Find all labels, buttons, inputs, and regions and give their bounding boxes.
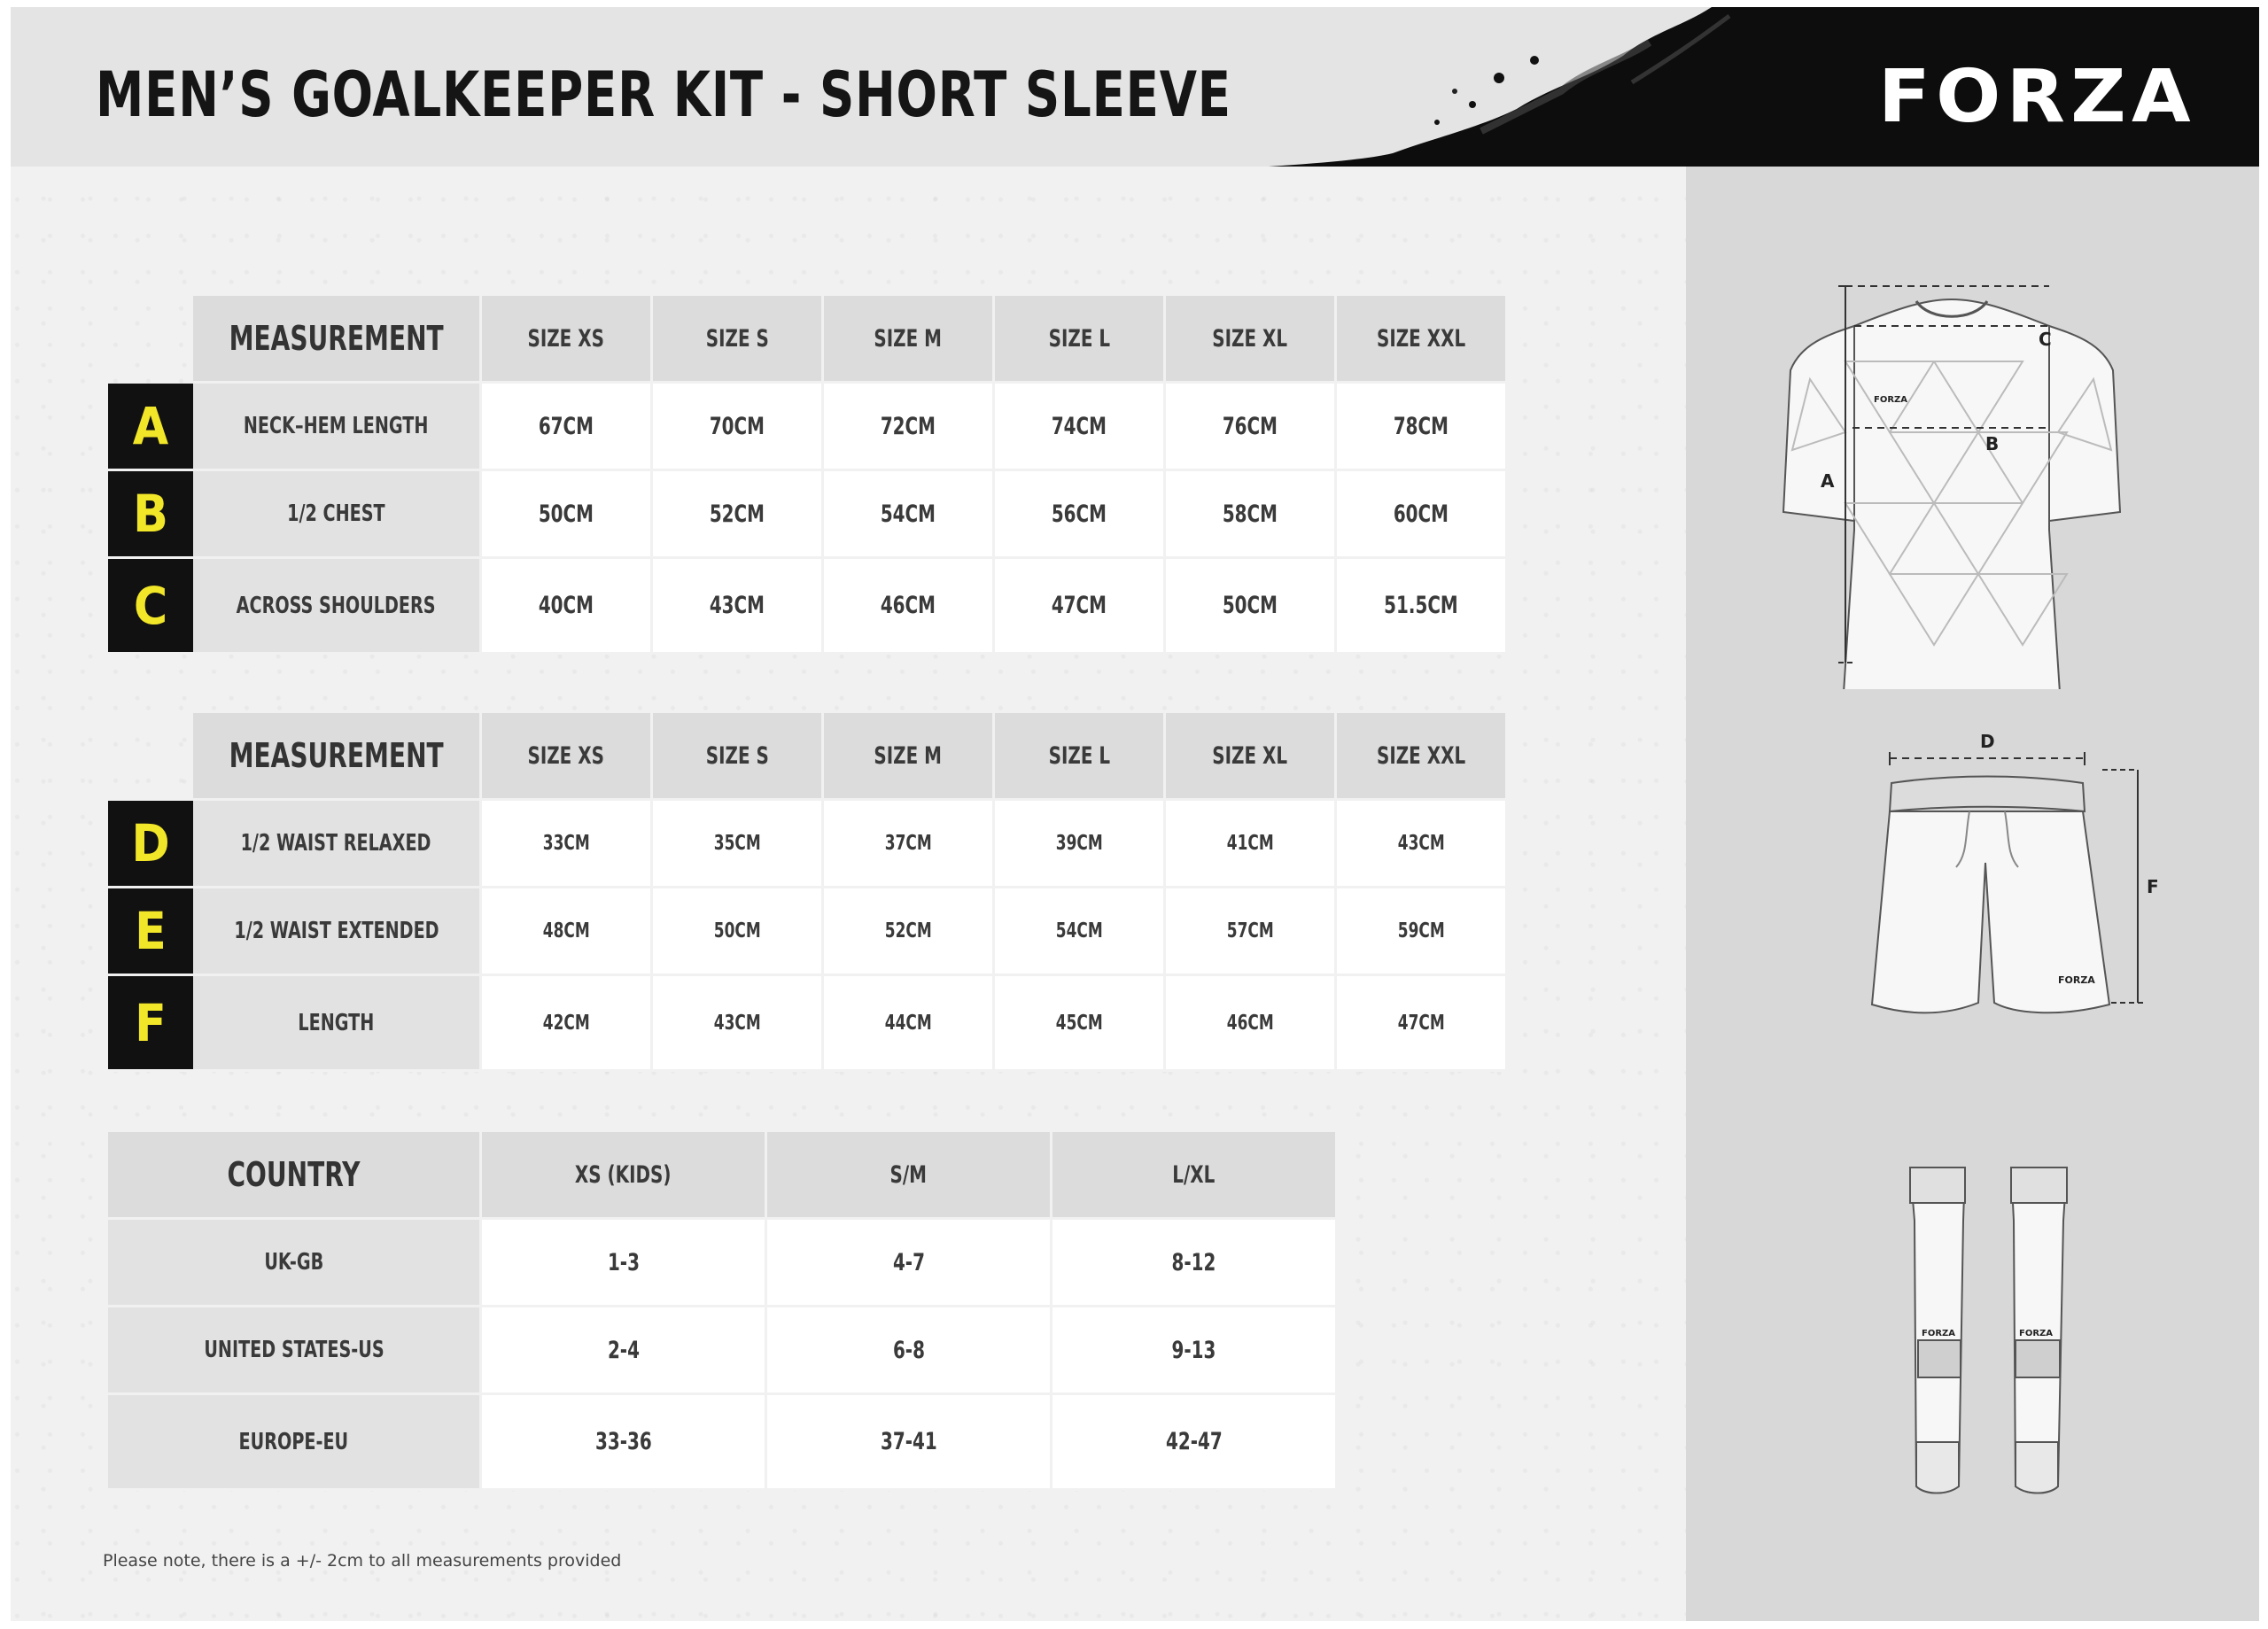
- table-cell: 42-47: [1052, 1395, 1338, 1491]
- table-cell: 40CM: [482, 559, 653, 655]
- table-cell: 37-41: [767, 1395, 1052, 1491]
- table-cell: 48CM: [482, 888, 653, 976]
- row-label: 1/2 WAIST EXTENDED: [193, 888, 482, 976]
- row-letter-badge: F: [108, 976, 193, 1072]
- header-size: SIZE L: [995, 713, 1166, 801]
- shirt-size-table: [108, 296, 1508, 655]
- row-letter-badge: D: [108, 801, 193, 888]
- header-size: L/XL: [1052, 1132, 1338, 1220]
- table-cell: 52CM: [653, 471, 824, 559]
- table-cell: 54CM: [824, 471, 995, 559]
- row-label: 1/2 CHEST: [193, 471, 482, 559]
- socks-diagram: [1686, 1159, 2259, 1495]
- row-label: LENGTH: [193, 976, 482, 1072]
- shirt-brand-logo: FORZA: [1874, 395, 1908, 405]
- table-row: [108, 1220, 1338, 1307]
- table-cell: 43CM: [653, 559, 824, 655]
- table-row: [108, 888, 1508, 976]
- table-cell: 2-4: [482, 1307, 767, 1395]
- shirt-diagram: [1686, 273, 2259, 689]
- table-cell: 6-8: [767, 1307, 1052, 1395]
- header-size: SIZE XL: [1166, 713, 1337, 801]
- shorts-brand-logo: FORZA: [2058, 974, 2095, 986]
- shirt-label-c: C: [2039, 329, 2052, 350]
- table-cell: 70CM: [653, 384, 824, 471]
- table-cell: 50CM: [1166, 559, 1337, 655]
- blank-cell: [108, 296, 193, 384]
- header-size: SIZE M: [824, 713, 995, 801]
- shirt-label-a: A: [1821, 470, 1835, 492]
- table-cell: 74CM: [995, 384, 1166, 471]
- row-letter-badge: E: [108, 888, 193, 976]
- page-title: MEN’S GOALKEEPER KIT - SHORT SLEEVE: [96, 58, 1231, 131]
- row-label: UNITED STATES-US: [108, 1307, 482, 1395]
- table-cell: 1-3: [482, 1220, 767, 1307]
- measurement-note: Please note, there is a +/- 2cm to all measurements provided: [103, 1551, 622, 1571]
- row-label: ACROSS SHOULDERS: [193, 559, 482, 655]
- table-cell: 4-7: [767, 1220, 1052, 1307]
- table-cell: 33-36: [482, 1395, 767, 1491]
- header-size: SIZE XXL: [1337, 296, 1508, 384]
- table-cell: 58CM: [1166, 471, 1337, 559]
- row-label: 1/2 WAIST RELAXED: [193, 801, 482, 888]
- row-letter-badge: C: [108, 559, 193, 655]
- header-size: SIZE M: [824, 296, 995, 384]
- table-row: [108, 1307, 1338, 1395]
- sock-left-brand-logo: FORZA: [1922, 1329, 1956, 1338]
- table-cell: 60CM: [1337, 471, 1508, 559]
- table-cell: 72CM: [824, 384, 995, 471]
- row-label: NECK–HEM LENGTH: [193, 384, 482, 471]
- shorts-label-f: F: [2147, 876, 2159, 897]
- header-banner: [11, 7, 2259, 167]
- header-size: S/M: [767, 1132, 1052, 1220]
- table-header-row: [108, 1132, 1338, 1220]
- header-size: SIZE XS: [482, 713, 653, 801]
- header-size: SIZE XL: [1166, 296, 1337, 384]
- table-cell: 44CM: [824, 976, 995, 1072]
- table-cell: 8-12: [1052, 1220, 1338, 1307]
- table-row: [108, 559, 1508, 655]
- table-cell: 9-13: [1052, 1307, 1338, 1395]
- table-cell: 43CM: [1337, 801, 1508, 888]
- table-row: [108, 384, 1508, 471]
- table-row: [108, 471, 1508, 559]
- table-cell: 54CM: [995, 888, 1166, 976]
- table-cell: 37CM: [824, 801, 995, 888]
- forza-logo: FORZA: [1878, 55, 2196, 139]
- header-country: COUNTRY: [108, 1132, 482, 1220]
- table-cell: 51.5CM: [1337, 559, 1508, 655]
- table-cell: 35CM: [653, 801, 824, 888]
- table-cell: 41CM: [1166, 801, 1337, 888]
- header-size: SIZE S: [653, 296, 824, 384]
- row-letter-badge: B: [108, 471, 193, 559]
- header-measurement: MEASUREMENT: [193, 713, 482, 801]
- table-row: [108, 1395, 1338, 1491]
- sock-right-brand-logo: FORZA: [2019, 1329, 2054, 1338]
- country-size-table: [108, 1132, 1338, 1491]
- table-cell: 33CM: [482, 801, 653, 888]
- blank-cell: [108, 713, 193, 801]
- table-cell: 50CM: [653, 888, 824, 976]
- header-size: SIZE L: [995, 296, 1166, 384]
- table-row: [108, 801, 1508, 888]
- table-cell: 46CM: [1166, 976, 1337, 1072]
- table-header-row: [108, 296, 1508, 384]
- table-cell: 43CM: [653, 976, 824, 1072]
- table-cell: 76CM: [1166, 384, 1337, 471]
- table-cell: 57CM: [1166, 888, 1337, 976]
- header-size: SIZE XS: [482, 296, 653, 384]
- table-cell: 67CM: [482, 384, 653, 471]
- header-size: SIZE XXL: [1337, 713, 1508, 801]
- table-cell: 42CM: [482, 976, 653, 1072]
- table-cell: 59CM: [1337, 888, 1508, 976]
- table-cell: 47CM: [1337, 976, 1508, 1072]
- table-cell: 45CM: [995, 976, 1166, 1072]
- table-cell: 46CM: [824, 559, 995, 655]
- table-cell: 50CM: [482, 471, 653, 559]
- table-cell: 78CM: [1337, 384, 1508, 471]
- size-guide-page: [11, 7, 2259, 1621]
- row-letter-badge: A: [108, 384, 193, 471]
- header-size: SIZE S: [653, 713, 824, 801]
- shorts-label-d: D: [1980, 731, 1995, 752]
- header-size: XS (KIDS): [482, 1132, 767, 1220]
- garment-diagram-panel: [1686, 167, 2259, 1621]
- row-label: EUROPE-EU: [108, 1395, 482, 1491]
- table-cell: 56CM: [995, 471, 1166, 559]
- table-cell: 47CM: [995, 559, 1166, 655]
- row-label: UK-GB: [108, 1220, 482, 1307]
- table-row: [108, 976, 1508, 1072]
- table-cell: 39CM: [995, 801, 1166, 888]
- shorts-size-table: [108, 713, 1508, 1072]
- shorts-diagram: [1686, 730, 2259, 1022]
- header-measurement: MEASUREMENT: [193, 296, 482, 384]
- table-header-row: [108, 713, 1508, 801]
- shirt-label-b: B: [1985, 433, 2000, 454]
- table-cell: 52CM: [824, 888, 995, 976]
